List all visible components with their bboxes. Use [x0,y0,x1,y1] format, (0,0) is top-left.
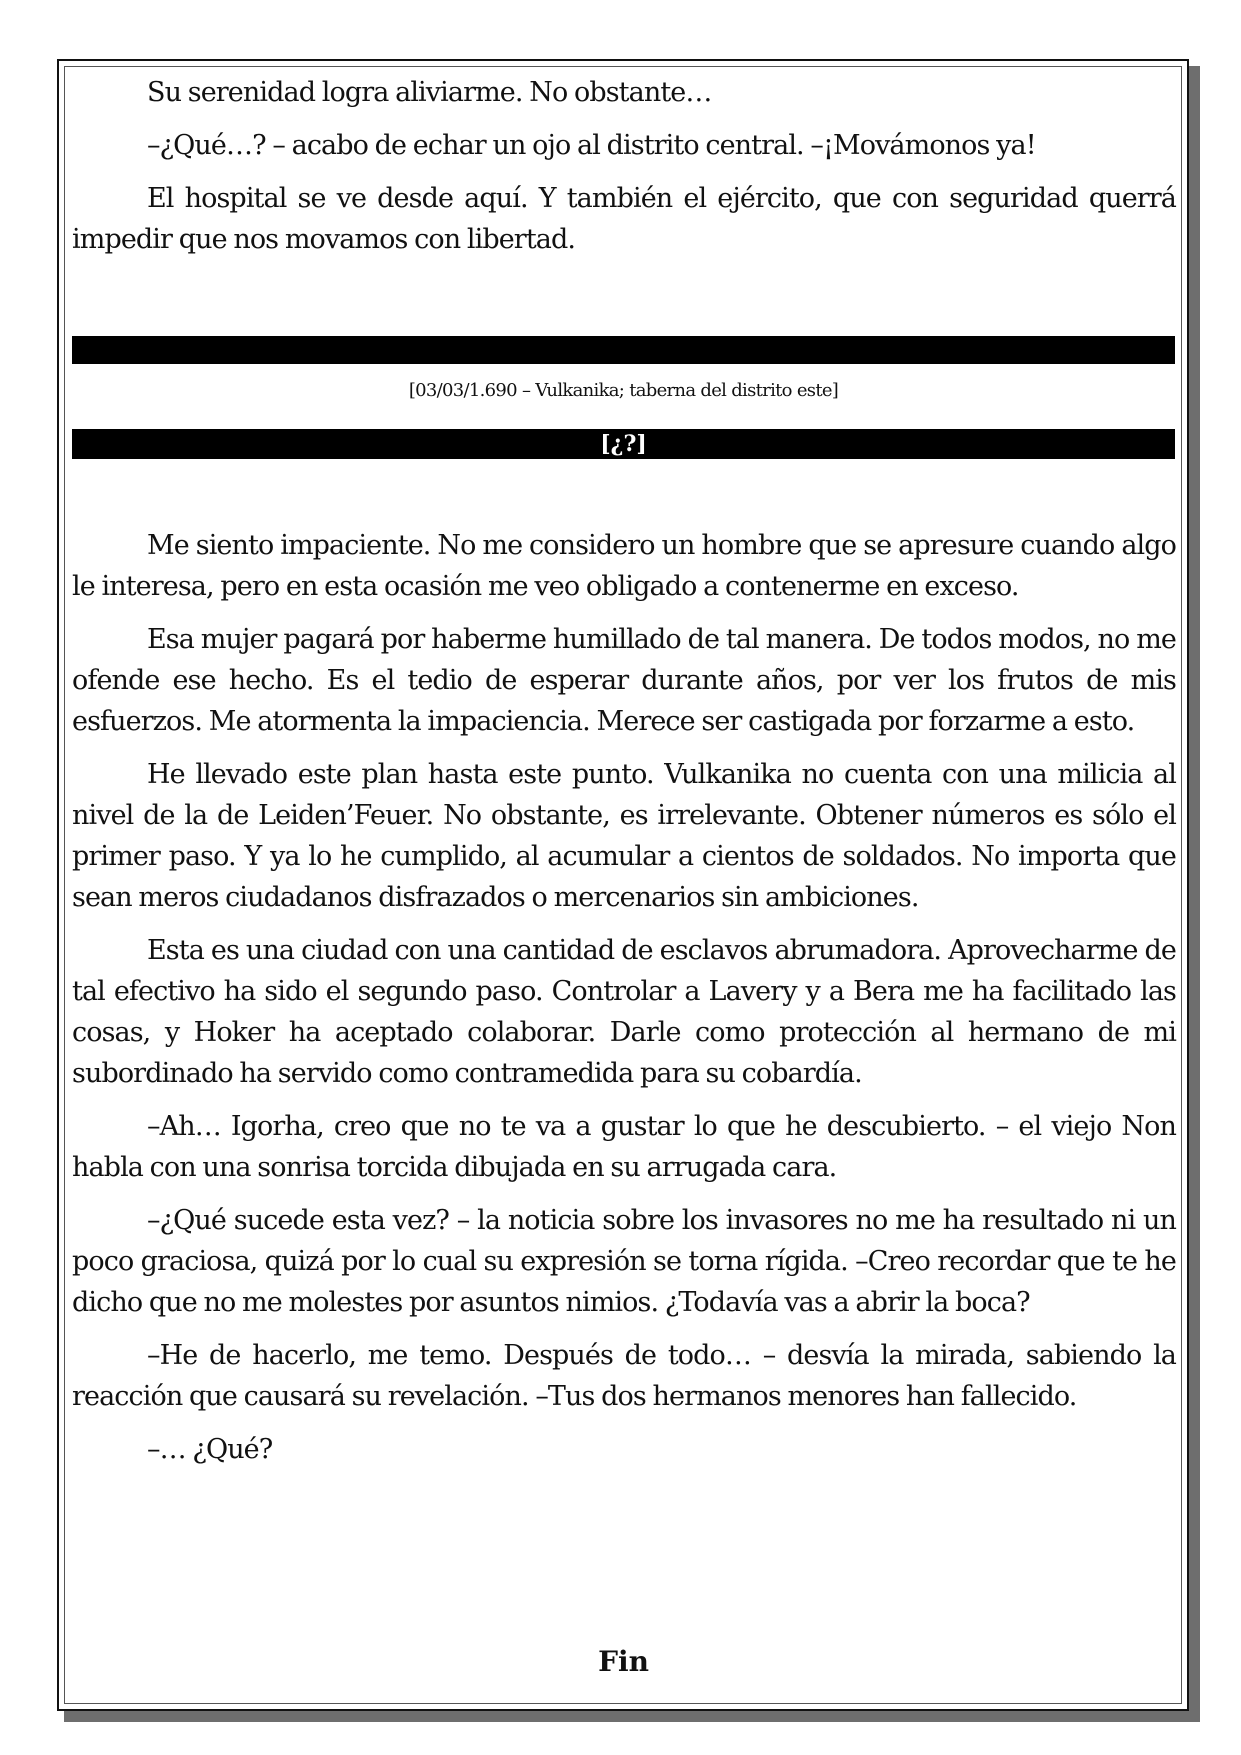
pov-label: [¿?] [600,431,647,457]
paragraph: Esta es una ciudad con una cantidad de esclavos abrumadora. Aprovecharme de tal efectivo ha sido el segundo paso. Controlar a Lavery y a Bera me ha facilitado las cosas, y Hoker ha aceptado colaborar. Darle como protección al hermano de mi subordinado ha servido como contramedida para su cobardía. [72,935,1176,1089]
end-label: Fin [598,1645,649,1678]
paragraph: –¿Qué…? – acabo de echar un ojo al distrito central. –¡Movámonos ya! [147,130,1036,161]
paragraph: Esa mujer pagará por haberme humillado de tal manera. De todos modos, no me ofende ese hecho. Es el tedio de esperar durante años, por ver los frutos de mis esfuerzos. Me atormenta la impaciencia. Merece ser castigada por forzarme a esto. [72,624,1176,737]
scene-header: [03/03/1.690 – Vulkanika; taberna del distrito este] [408,380,839,401]
scene-divider-bar [72,336,1175,364]
paragraph: –… ¿Qué? [147,1434,273,1465]
scene-text-block [72,525,1176,1482]
paragraph: Me siento impaciente. No me considero un hombre que se apresure cuando algo le interesa, pero en esta ocasión me veo obligado a contenerme en exceso. [72,530,1176,602]
paragraph: –He de hacerlo, me temo. Después de todo… – desvía la mirada, sabiendo la reacción que causará su revelación. –Tus dos hermanos menores han fallecido. [72,1340,1176,1412]
top-text-block [72,72,1176,272]
paragraph: El hospital se ve desde aquí. Y también el ejército, que con seguridad querrá impedir que nos movamos con libertad. [72,183,1176,255]
paragraph: He llevado este plan hasta este punto. Vulkanika no cuenta con una milicia al nivel de la de Leiden’Feuer. No obstante, es irrelevante. Obtener números es sólo el primer paso. Y ya lo he cumplido, al acumular a cientos de soldados. No importa que sean meros ciudadanos disfrazados o mercenarios sin ambiciones. [72,759,1176,913]
paragraph: –Ah… Igorha, creo que no te va a gustar lo que he descubierto. – el viejo Non habla con una sonrisa torcida dibujada en su arrugada cara. [72,1111,1176,1183]
paragraph: –¿Qué sucede esta vez? – la noticia sobre los invasores no me ha resultado ni un poco graciosa, quizá por lo cual su expresión se torna rígida. –Creo recordar que te he dicho que no me molestes por asuntos nimios. ¿Todavía vas a abrir la boca? [72,1205,1176,1318]
pov-label-bar [72,429,1175,459]
paragraph: Su serenidad logra aliviarme. No obstante… [147,77,712,108]
